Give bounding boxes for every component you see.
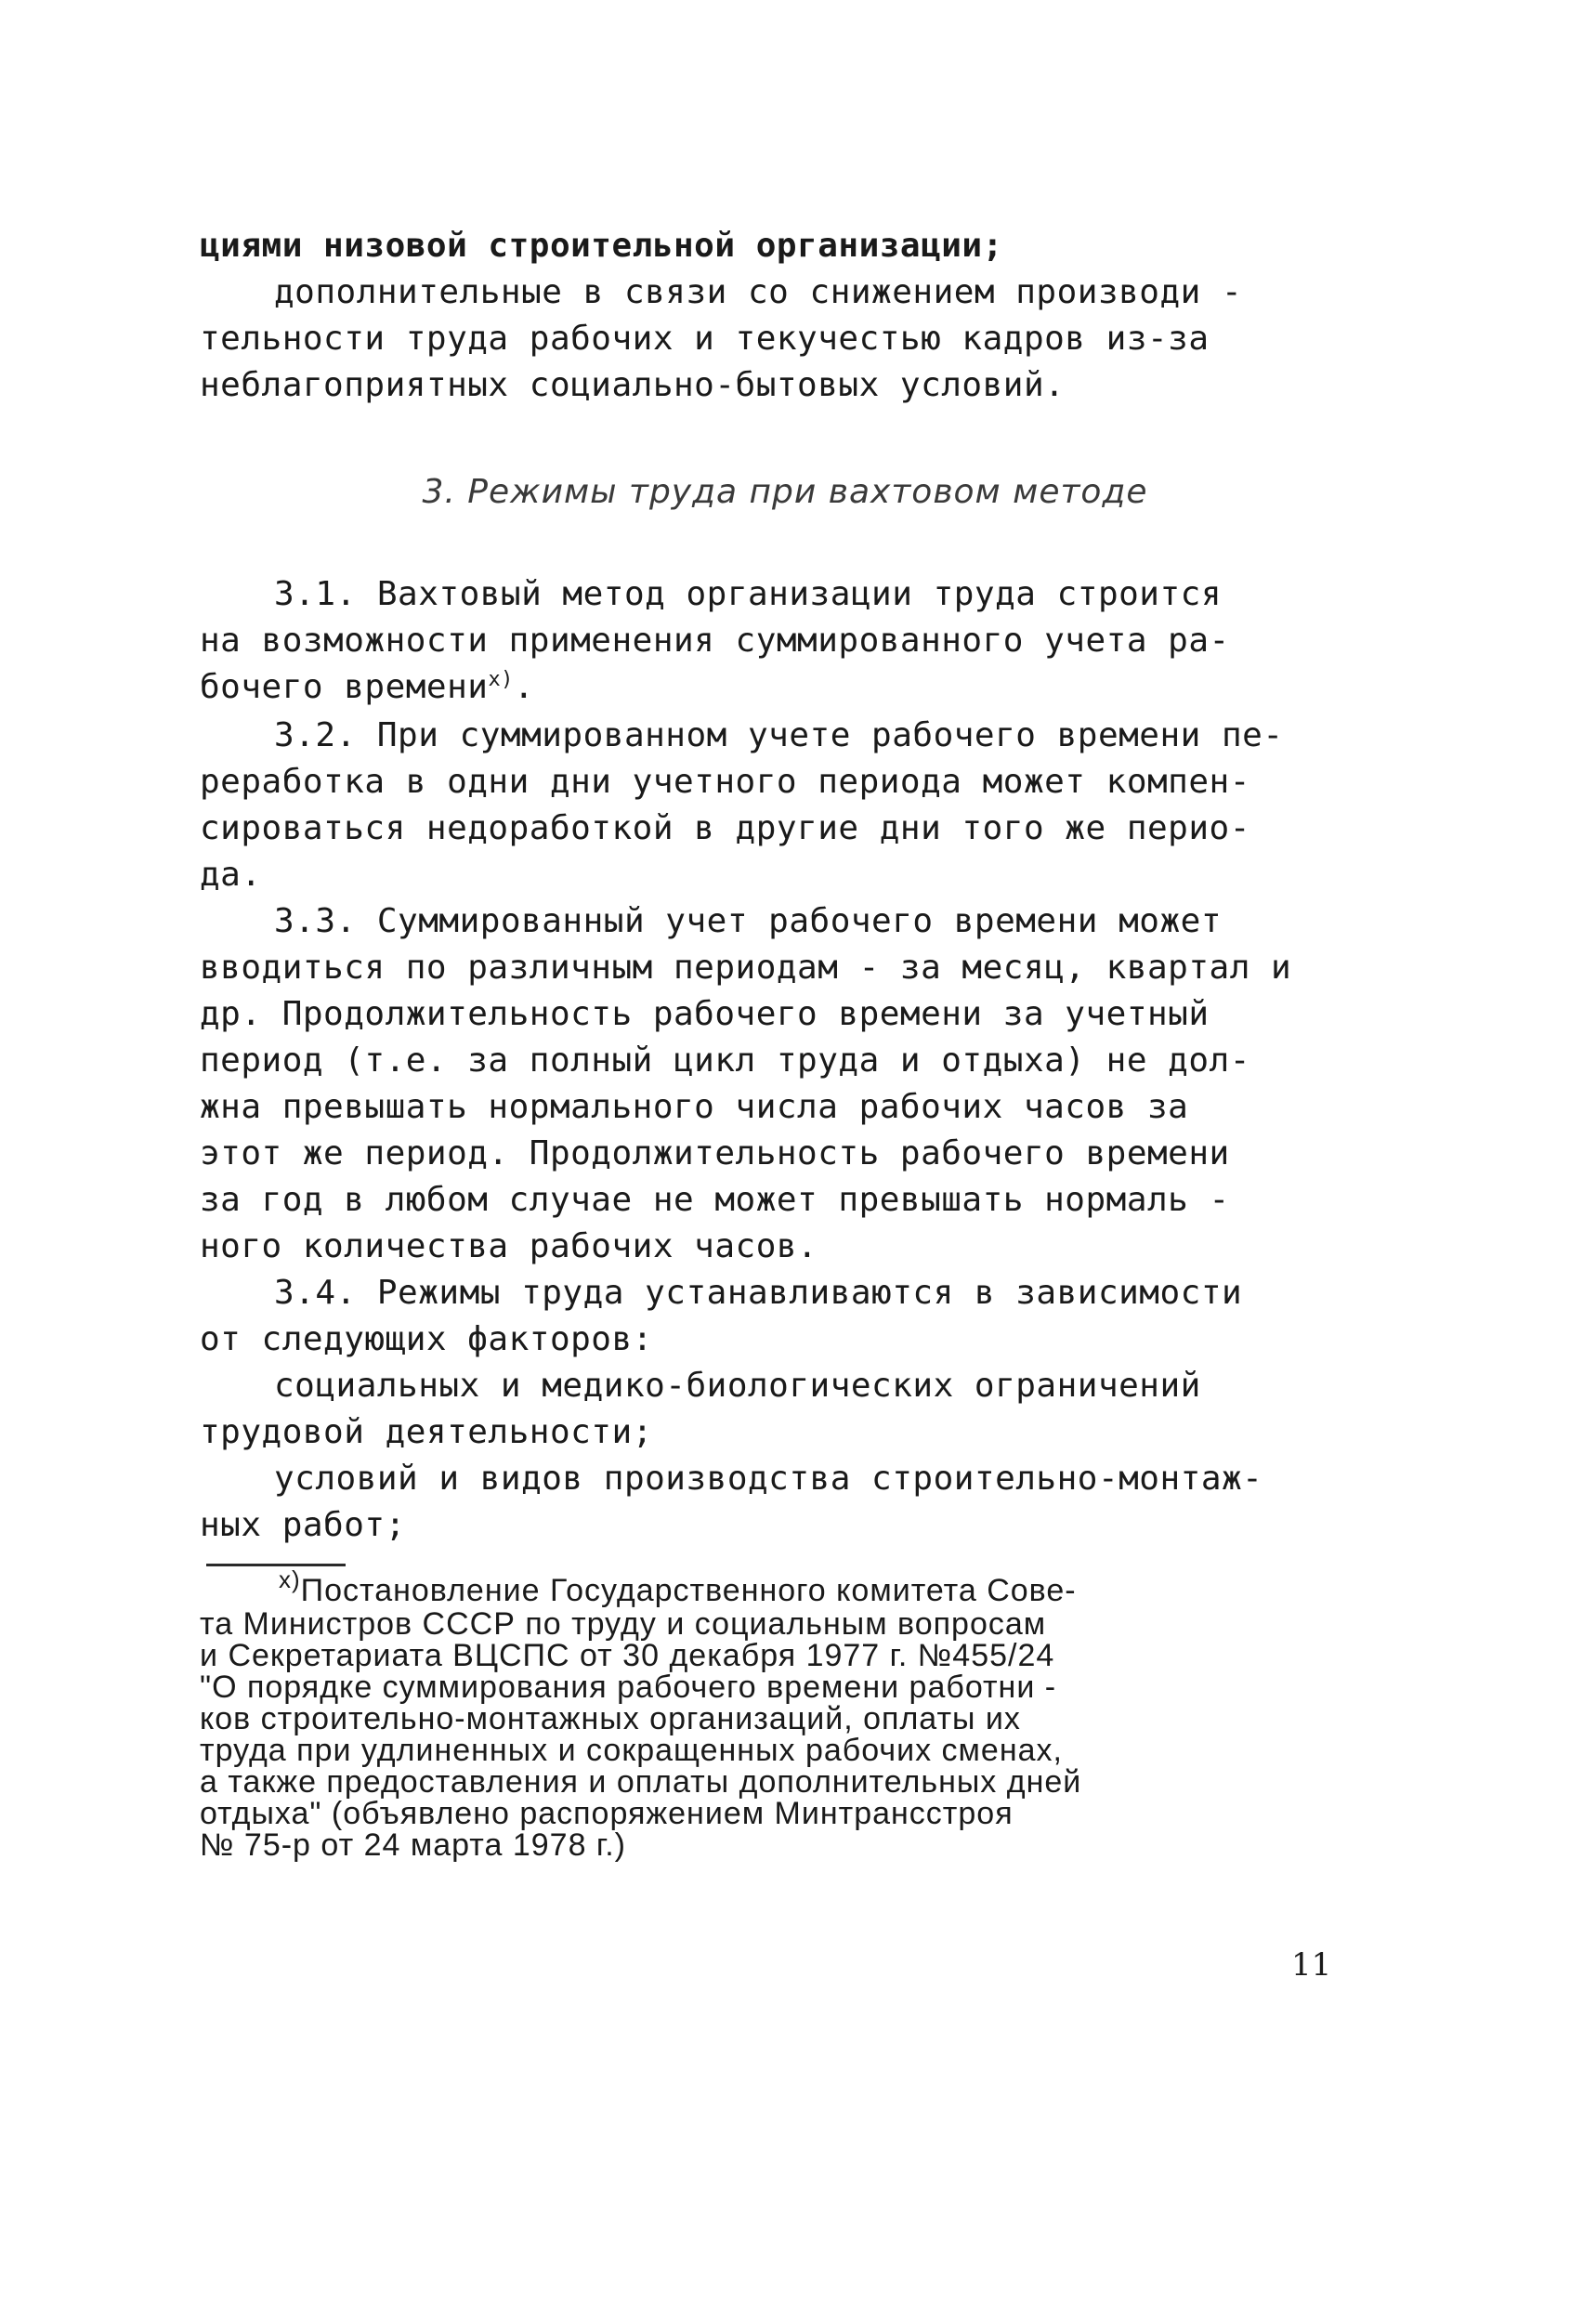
footnote-line: отдыха" (объявлено распоряжением Минтрансстроя xyxy=(200,1796,1014,1831)
text-line: др. Продолжительность рабочего времени за учетный xyxy=(200,995,1210,1033)
text-line: этот же период. Продолжительность рабочего времени xyxy=(200,1134,1230,1172)
text-line: ного количества рабочих часов. xyxy=(200,1227,818,1265)
text-line: 3.1. Вахтовый метод организации труда строится xyxy=(274,575,1222,613)
text-segment: бочего времени xyxy=(200,668,489,706)
body-text-block xyxy=(200,713,1370,1549)
text-line: от следующих факторов: xyxy=(200,1320,653,1358)
text-line: циями низовой строительной организации; xyxy=(200,227,1003,265)
text-line: 3.3. Суммированный учет рабочего времени может xyxy=(274,902,1222,940)
footnote-mark: x) xyxy=(279,1565,301,1593)
text-line: жна превышать нормального числа рабочих часов за xyxy=(200,1088,1189,1126)
footnote-separator xyxy=(206,1564,346,1566)
paragraph-3-1 xyxy=(200,571,1370,711)
footnote-text: Постановление Государственного комитета Сове- xyxy=(300,1573,1077,1608)
text-line: неблагоприятных социально-бытовых условий. xyxy=(200,366,1066,404)
text-line: условий и видов производства строительно-монтаж- xyxy=(274,1460,1263,1498)
text-line: да. xyxy=(200,856,262,894)
text-line xyxy=(200,664,1370,711)
text-line: 3.2. При суммированном учете рабочего времени пе- xyxy=(274,716,1284,754)
footnote-line: ков строительно-монтажных организаций, оплаты их xyxy=(200,1701,1021,1736)
text-line: социальных и медико-биологических ограничений xyxy=(274,1367,1201,1405)
footnote-line: та Министров СССР по труду и социальным вопросам xyxy=(200,1606,1047,1642)
text-line: 3.4. Режимы труда устанавливаются в зависимости xyxy=(274,1274,1243,1312)
footnote-line: а также предоставления и оплаты дополнительных дней xyxy=(200,1764,1082,1800)
text-segment: . xyxy=(513,668,535,706)
footnote-line: труда при удлиненных и сокращенных рабочих сменах, xyxy=(200,1733,1063,1768)
text-line: вводиться по различным периодам - за месяц, квартал и xyxy=(200,949,1292,987)
footnote-line xyxy=(200,1565,1370,1608)
footnote-line: и Секретариата ВЦСПС от 30 декабря 1977 г. №455/24 xyxy=(200,1638,1055,1673)
text-line: тельности труда рабочих и текучестью кадров из-за xyxy=(200,320,1210,358)
footnote xyxy=(200,1565,1370,1863)
text-line: на возможности применения суммированного учета ра- xyxy=(200,622,1230,660)
footnote-line: № 75-р от 24 марта 1978 г.) xyxy=(200,1827,626,1863)
text-line: ных работ; xyxy=(200,1506,406,1544)
text-line: сироваться недоработкой в другие дни того же перио- xyxy=(200,809,1250,847)
text-line: период (т.е. за полный цикл труда и отдыха) не дол- xyxy=(200,1041,1250,1080)
footnote-reference: x) xyxy=(488,668,514,691)
top-text-block xyxy=(200,223,1370,409)
text-line: дополнительные в связи со снижением производи - xyxy=(274,273,1243,311)
section-heading: 3. Режимы труда при вахтовом методе xyxy=(422,473,1148,511)
text-line: трудовой деятельности; xyxy=(200,1413,653,1451)
text-line: реработка в одни дни учетного периода может компен- xyxy=(200,763,1250,801)
page-number: 11 xyxy=(1291,1946,1332,1984)
text-line: за год в любом случае не может превышать нормаль - xyxy=(200,1181,1230,1219)
footnote-line: "О порядке суммирования рабочего времени работни - xyxy=(200,1670,1057,1705)
